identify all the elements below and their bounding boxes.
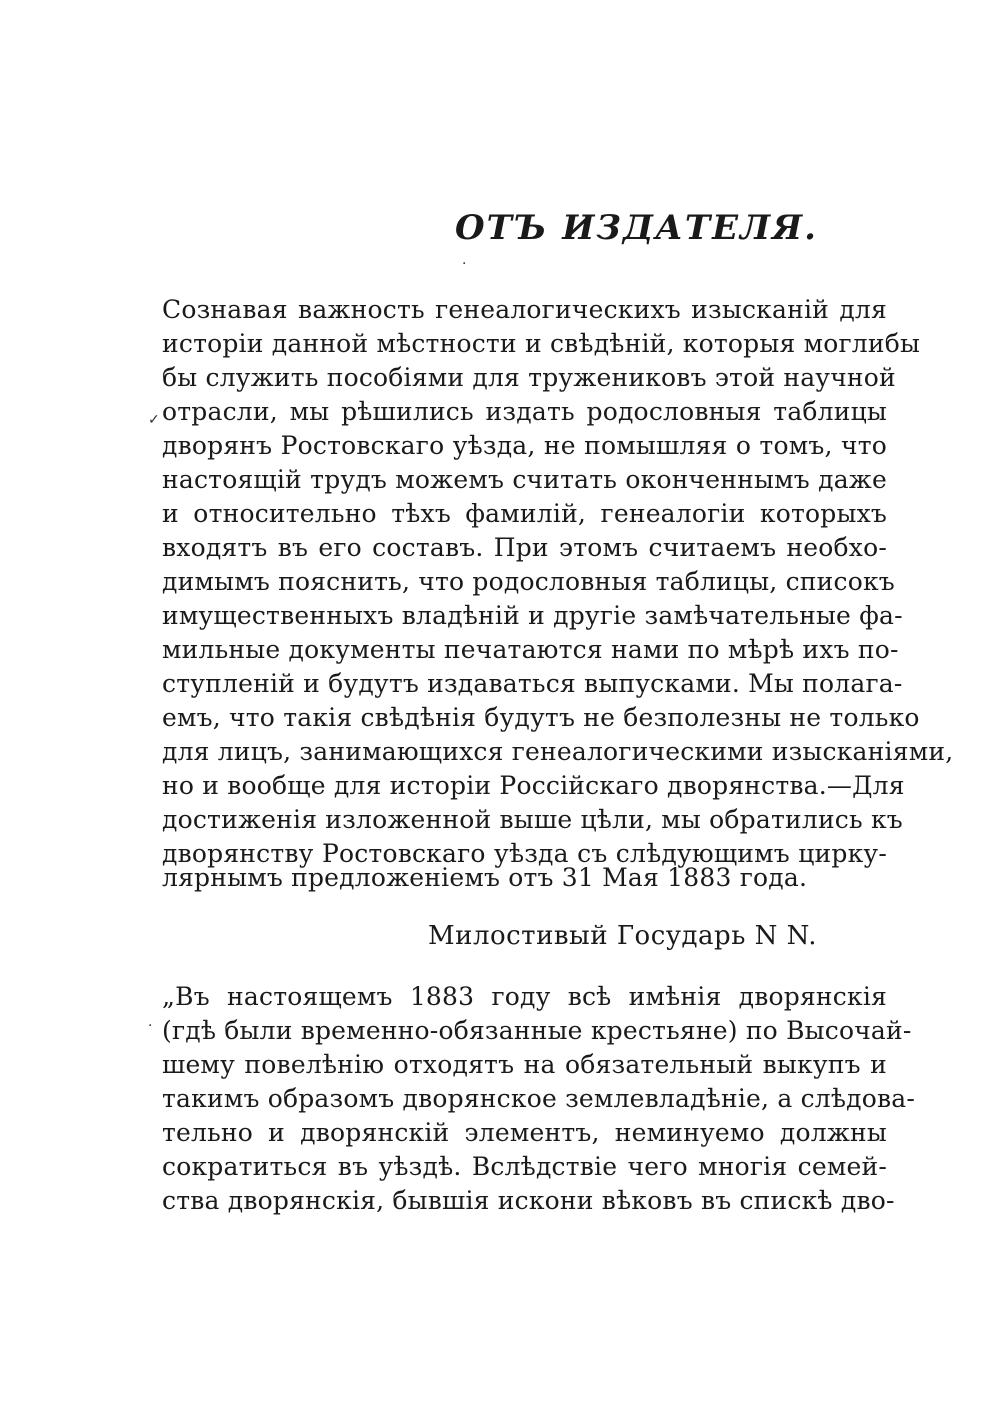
text-line: Сознавая важность генеалогическихъ изысканій для [162,295,887,324]
text-line: димымъ пояснить, что родословныя таблицы, списокъ [162,567,895,596]
page-heading: ОТЪ ИЗДАТЕЛЯ. [455,208,818,248]
text-line: бы служить пособіями для тружениковъ этой научной [162,363,896,392]
text-line: ства дворянскія, бывшія искони вѣковъ въ спискѣ дво- [162,1186,895,1215]
text-line: ступленій и будутъ издаваться выпусками. Мы полага- [162,669,903,698]
text-line: дворянству Ростовскаго уѣзда съ слѣдующимъ цирку- [162,839,887,868]
text-line: имущественныхъ владѣній и другіе замѣчательные фа- [162,601,903,630]
print-speck: · [148,1018,153,1034]
text-line: (гдѣ были временно-обязанные крестьяне) по Высочай- [162,1016,912,1045]
text-line: дворянъ Ростовскаго уѣзда, не помышляя о томъ, что [162,431,887,460]
text-line: но и вообще для исторіи Россійскаго дворянства.—Для [162,771,905,800]
text-line: мильные документы печатаются нами по мѣрѣ ихъ по- [162,635,899,664]
print-speck: · [462,256,467,272]
text-line: отрасли, мы рѣшились издать родословныя таблицы [162,397,887,426]
text-line: настоящій трудъ можемъ считать оконченнымъ даже [162,465,887,494]
text-line: входятъ въ его составъ. При этомъ считаемъ необхо- [162,533,887,562]
text-line-last: лярнымъ предложеніемъ отъ 31 Мая 1883 года. [162,863,808,892]
text-line: такимъ образомъ дворянское землевладѣніе, а слѣдова- [162,1084,916,1113]
letter-salutation: Милостивый Государь N N. [428,921,817,951]
text-line: „Въ настоящемъ 1883 году всѣ имѣнія дворянскія [162,982,887,1011]
text-line: достиженія изложенной выше цѣли, мы обратились къ [162,805,903,834]
text-line: тельно и дворянскій элементъ, неминуемо должны [162,1118,887,1147]
text-line: сократиться въ уѣздѣ. Вслѣдствіе чего многія семей- [162,1152,887,1181]
text-line: и относительно тѣхъ фамилій, генеалогіи которыхъ [162,499,887,528]
text-line: емъ, что такія свѣдѣнія будутъ не безполезны не только [162,703,920,732]
text-line: шему повелѣнію отходятъ на обязательный выкупъ и [162,1050,887,1079]
text-line: для лицъ, занимающихся генеалогическими изысканіями, [162,737,954,766]
print-speck: ✓ [148,412,160,428]
text-line: исторіи данной мѣстности и свѣдѣній, которыя моглибы [162,329,921,358]
